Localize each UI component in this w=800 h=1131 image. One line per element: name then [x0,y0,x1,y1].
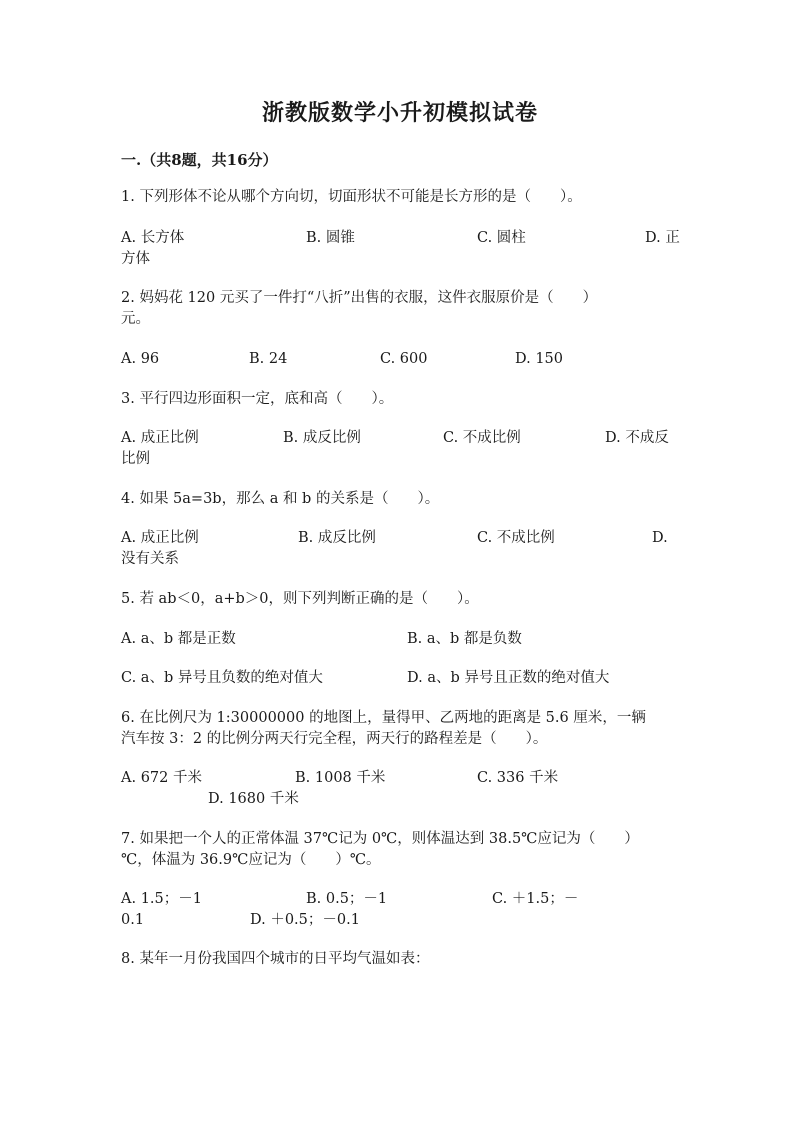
question-4-option-b: B. 成反比例 [298,530,376,546]
exam-title: 浙教版数学小升初模拟试卷 [261,100,538,126]
question-4-option-d-cont: 没有关系 [121,551,179,567]
question-7-option-b: B. 0.5；－1 [306,891,388,907]
question-7-stem: 7. 如果把一个人的正常体温 37℃记为 0℃，则体温达到 38.5℃应记为（ ） [121,831,639,847]
question-5-option-a: A. a、b 都是正数 [121,631,236,647]
question-5-option-c: C. a、b 异号且负数的绝对值大 [121,670,323,686]
question-1-option-d: D. 正 [645,230,680,246]
question-6-option-d: D. 1680 千米 [208,791,299,807]
question-7-option-c-cont: 0.1 [121,912,145,928]
question-1-option-b: B. 圆锥 [306,230,355,246]
question-4-option-d: D. [652,530,668,546]
question-7-stem-cont: ℃，体温为 36.9℃应记为（ ）℃。 [121,852,381,868]
question-8-stem: 8. 某年一月份我国四个城市的日平均气温如表： [121,951,430,967]
question-5-option-b: B. a、b 都是负数 [407,631,522,647]
question-3-stem: 3. 平行四边形面积一定，底和高（ ）。 [121,391,394,407]
question-3-option-a: A. 成正比例 [121,430,199,446]
question-2-option-b: B. 24 [249,351,288,367]
question-2-stem: 2. 妈妈花 120 元买了一件打“八折”出售的衣服，这件衣服原价是（ ） [121,290,598,306]
question-2-option-a: A. 96 [121,351,160,367]
question-3-option-d: D. 不成反 [605,430,669,446]
question-7-option-a: A. 1.5；－1 [121,891,202,907]
question-5-stem: 5. 若 ab＜0，a+b＞0，则下列判断正确的是（ ）。 [121,591,479,607]
question-1-option-a: A. 长方体 [121,230,185,246]
section-heading: 一.（共8题，共16分） [121,151,278,169]
question-1-option-c: C. 圆柱 [477,230,526,246]
question-7-option-d: D. ＋0.5；－0.1 [250,912,360,928]
question-5-option-d: D. a、b 异号且正数的绝对值大 [407,670,610,686]
question-2-option-d: D. 150 [515,351,564,367]
question-4-stem: 4. 如果 5a=3b，那么 a 和 b 的关系是（ ）。 [121,491,440,507]
question-3-option-d-cont: 比例 [121,451,150,467]
question-3-option-c: C. 不成比例 [443,430,521,446]
question-6-option-a: A. 672 千米 [121,770,202,786]
question-1-option-d-cont: 方体 [121,251,150,267]
question-6-stem-cont: 汽车按 3：2 的比例分两天行完全程，两天行的路程差是（ ）。 [121,731,548,747]
question-4-option-c: C. 不成比例 [477,530,555,546]
question-2-option-c: C. 600 [380,351,428,367]
question-7-option-c: C. ＋1.5；－ [492,891,579,907]
question-3-option-b: B. 成反比例 [283,430,361,446]
question-6-option-c: C. 336 千米 [477,770,559,786]
question-1-stem: 1. 下列形体不论从哪个方向切，切面形状不可能是长方形的是（ ）。 [121,189,582,205]
question-4-option-a: A. 成正比例 [121,530,199,546]
question-2-stem-cont: 元。 [121,311,150,327]
question-6-option-b: B. 1008 千米 [295,770,386,786]
question-6-stem: 6. 在比例尺为 1:30000000 的地图上，量得甲、乙两地的距离是 5.6 厘米，一辆 [121,710,646,726]
